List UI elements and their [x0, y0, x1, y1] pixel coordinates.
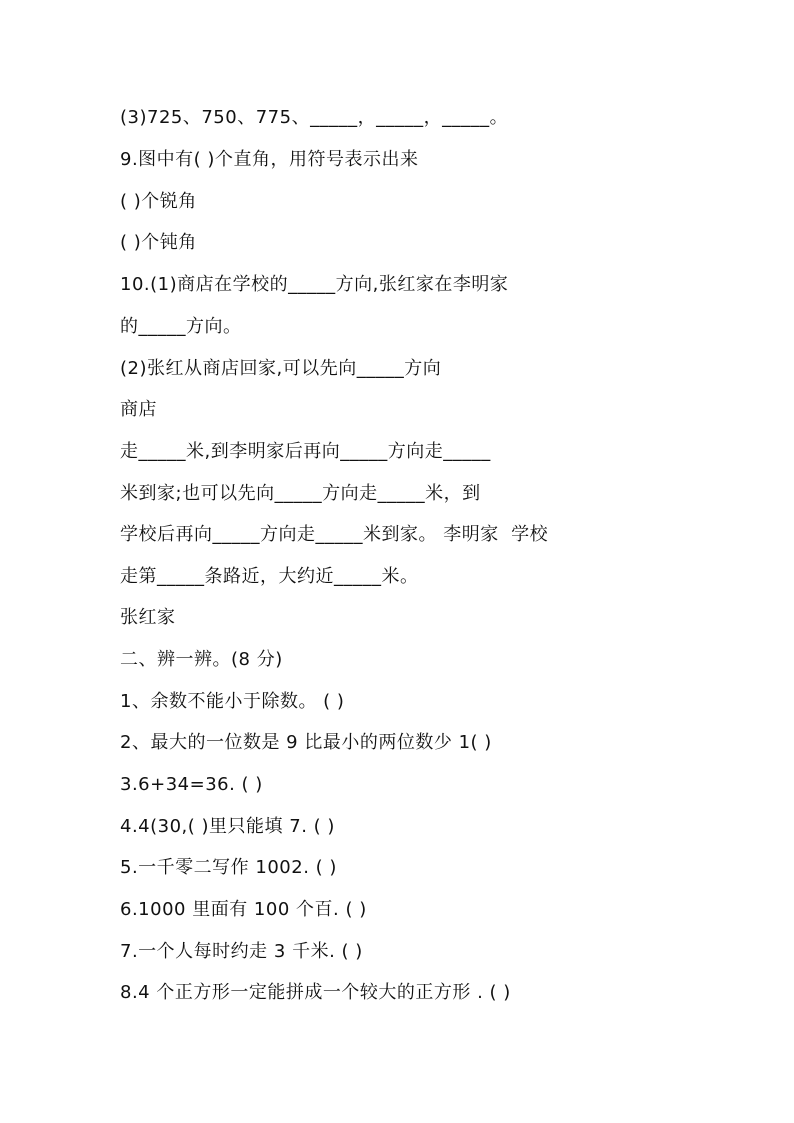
judge-item: 7.一个人每时约走 3 千米. ( )	[120, 941, 363, 962]
text-line: (2)张红从商店回家,可以先向_____方向	[120, 358, 442, 379]
judge-item: 8.4 个正方形一定能拼成一个较大的正方形 . ( )	[120, 982, 511, 1003]
text-line: 走第_____条路近，大约近_____米。	[120, 566, 419, 587]
question-10: 10.(1)商店在学校的_____方向,张红家在李明家	[120, 274, 509, 295]
map-label-zhanghong-home: 张红家	[120, 607, 176, 628]
text-line: 米到家;也可以先向_____方向走_____米，到	[120, 483, 481, 504]
section-heading: 二、辨一辨。(8 分)	[120, 649, 283, 670]
text-line: 学校后再向_____方向走_____米到家。 李明家 学校	[120, 524, 549, 545]
judge-item: 5.一千零二写作 1002. ( )	[120, 857, 337, 878]
judge-item: 2、最大的一位数是 9 比最小的两位数少 1( )	[120, 732, 492, 753]
text-line: ( )个钝角	[120, 232, 197, 253]
text-line: 走_____米,到李明家后再向_____方向走_____	[120, 441, 491, 462]
judge-item: 6.1000 里面有 100 个百. ( )	[120, 899, 367, 920]
question-9: 9.图中有( )个直角，用符号表示出来	[120, 149, 419, 170]
judge-item: 3.6+34=36. ( )	[120, 774, 263, 795]
text-line: (3)725、750、775、_____，_____，_____。	[120, 107, 509, 128]
text-line: 的_____方向。	[120, 316, 242, 337]
text-line: ( )个锐角	[120, 191, 197, 212]
map-label-shop: 商店	[120, 399, 157, 420]
judge-item: 1、余数不能小于除数。 ( )	[120, 691, 345, 712]
judge-item: 4.4(30,( )里只能填 7. ( )	[120, 816, 335, 837]
